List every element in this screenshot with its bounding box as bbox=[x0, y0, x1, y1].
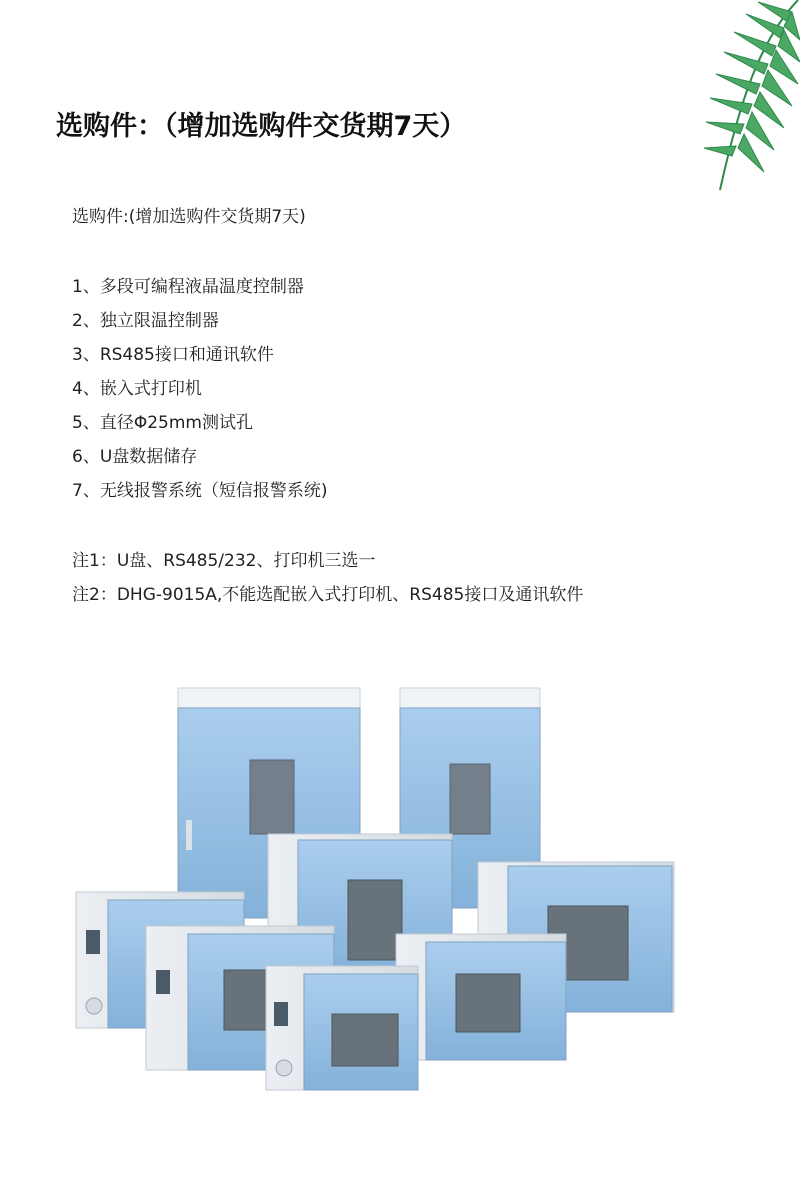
options-section bbox=[72, 200, 583, 612]
subheading: 选购件:(增加选购件交货期7天) bbox=[72, 207, 306, 227]
note-item: 注1：U盘、RS485/232、打印机三选一 bbox=[72, 551, 376, 571]
option-item: 2、独立限温控制器 bbox=[72, 311, 219, 331]
note-item: 注2：DHG-9015A,不能选配嵌入式打印机、RS485接口及通讯软件 bbox=[72, 585, 584, 605]
product-photo bbox=[70, 680, 680, 1100]
palm-leaf-icon bbox=[680, 0, 800, 200]
option-item: 3、RS485接口和通讯软件 bbox=[72, 345, 274, 365]
option-item: 4、嵌入式打印机 bbox=[72, 379, 202, 399]
page-title: 选购件：（增加选购件交货期7天） bbox=[56, 111, 467, 142]
option-item: 7、无线报警系统（短信报警系统) bbox=[72, 481, 328, 501]
option-item: 1、多段可编程液晶温度控制器 bbox=[72, 277, 304, 297]
option-item: 5、直径Φ25mm测试孔 bbox=[72, 413, 253, 433]
option-item: 6、U盘数据储存 bbox=[72, 447, 198, 467]
